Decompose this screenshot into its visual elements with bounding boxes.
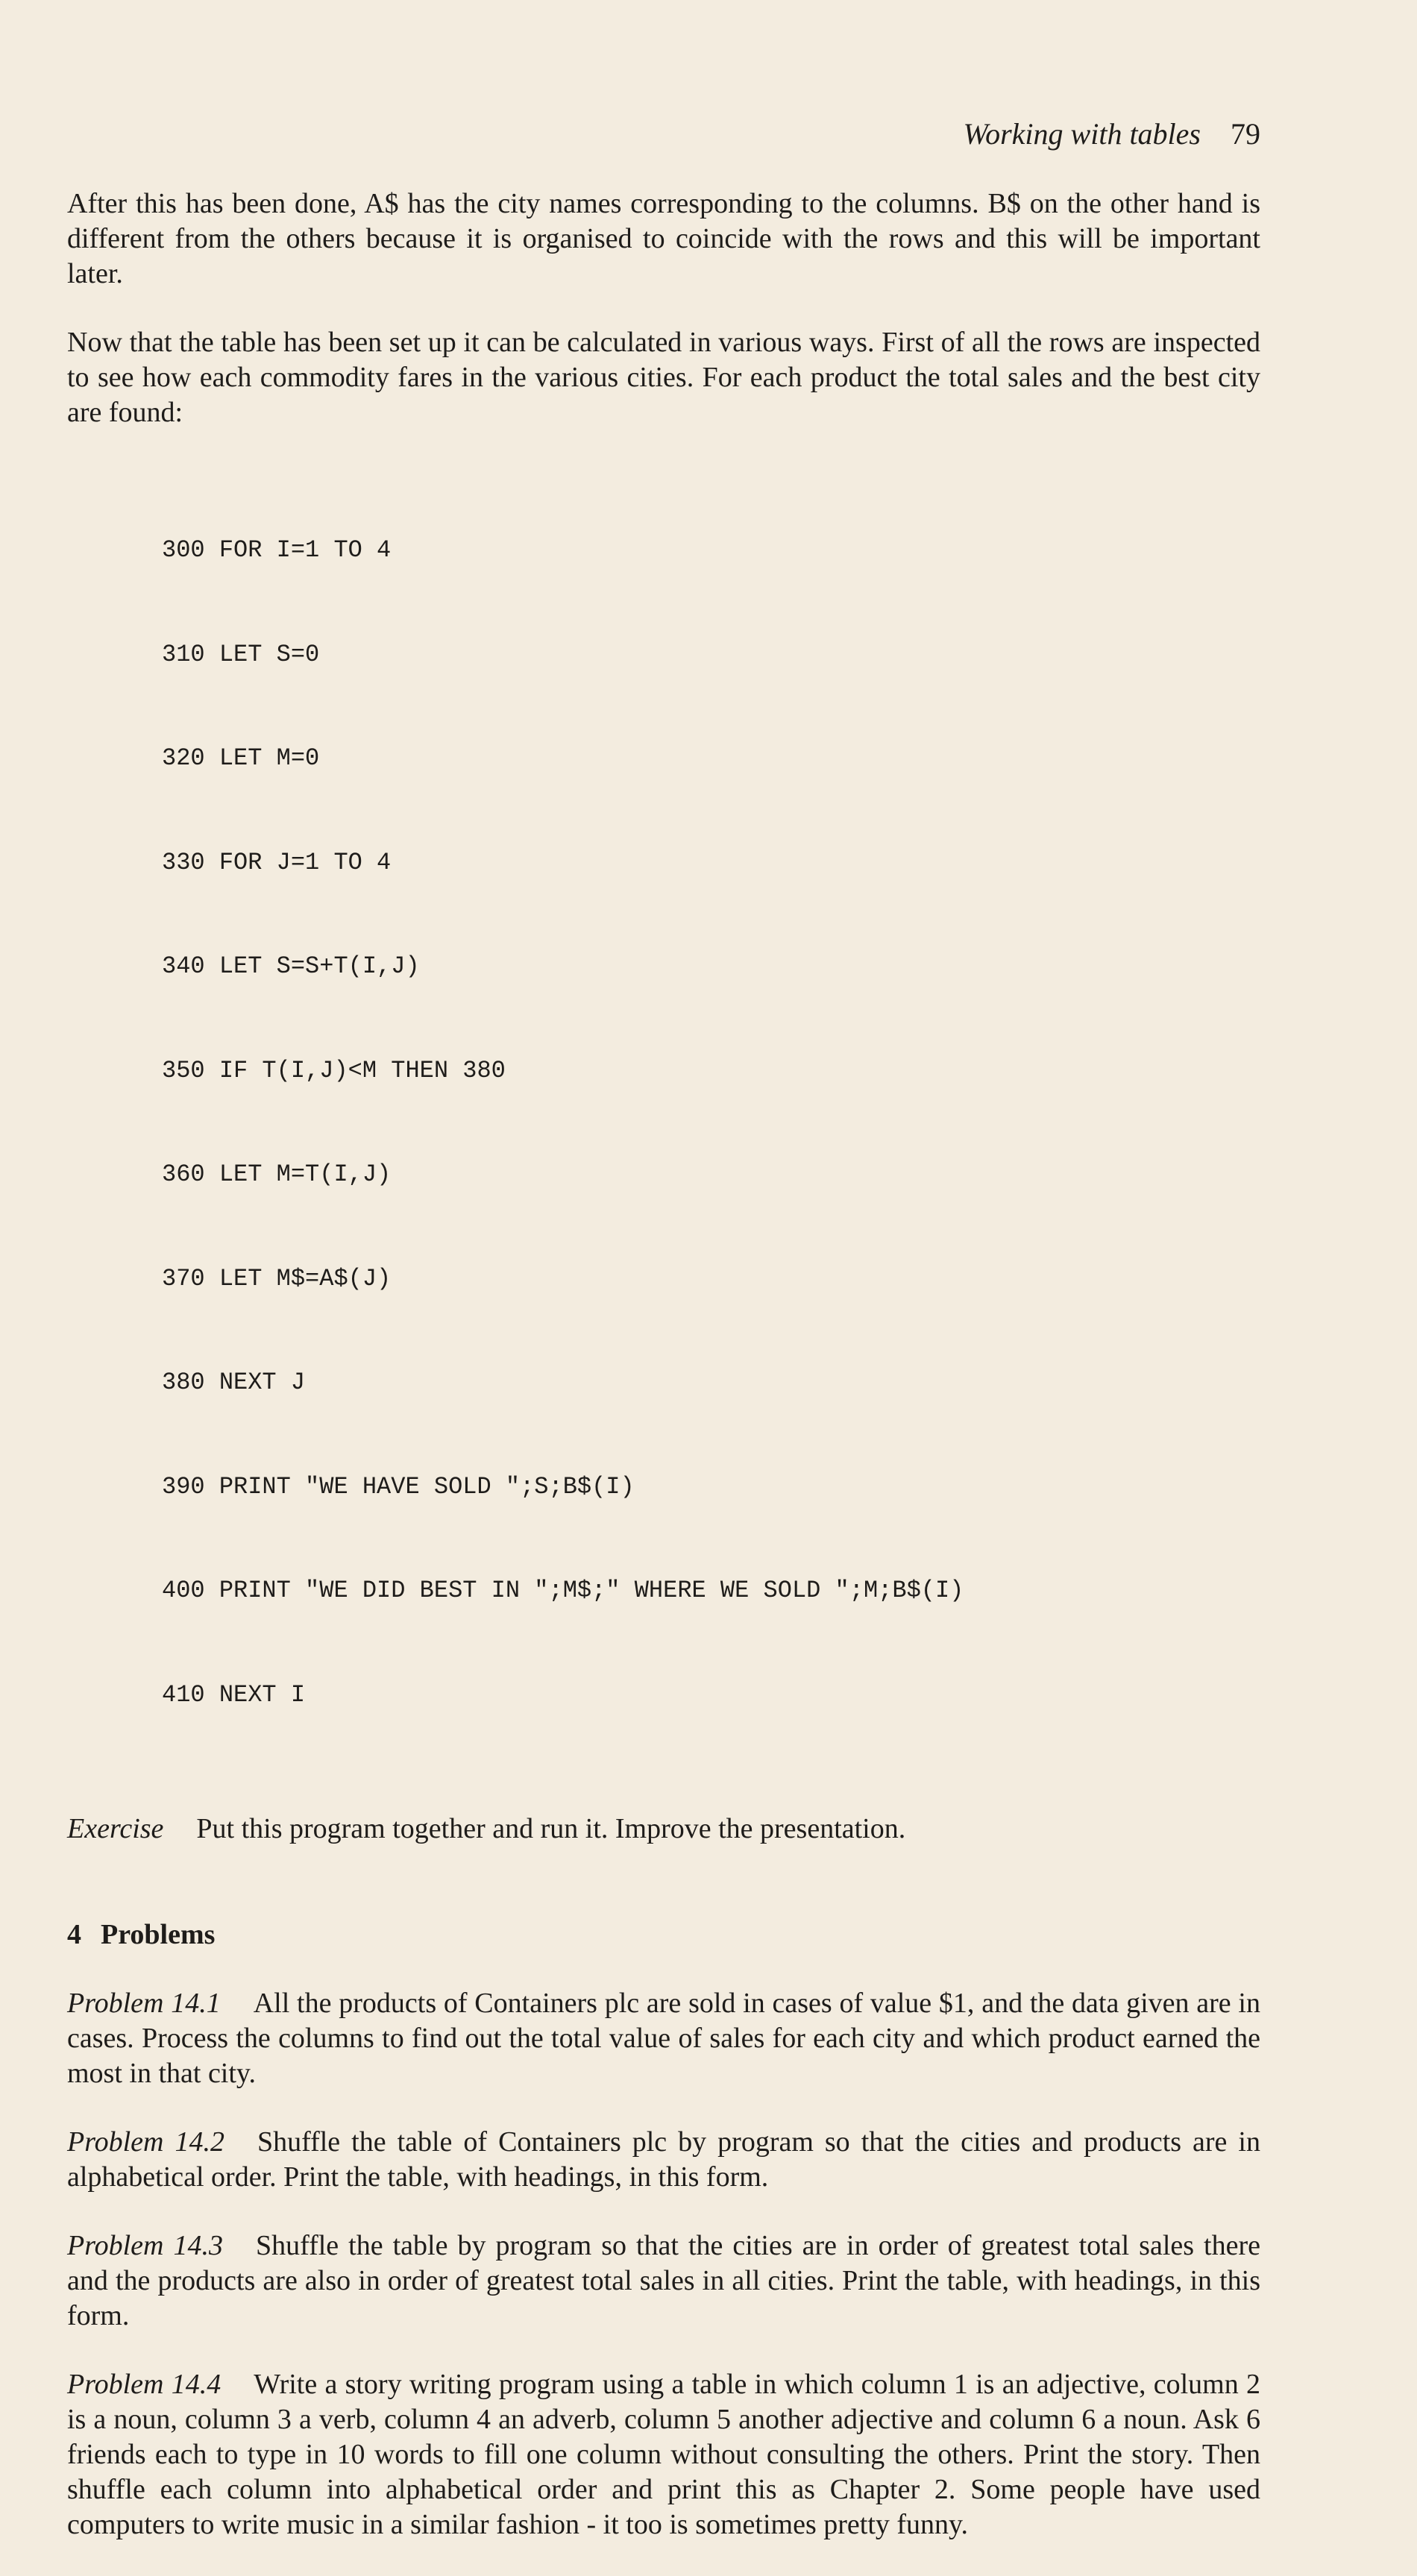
section-title: Problems: [101, 1919, 216, 1950]
page-number: 79: [1231, 117, 1260, 151]
problem-label: Problem 14.2: [67, 2126, 224, 2158]
problem-label: Problem 14.1: [67, 1988, 221, 2019]
section-heading: [67, 1917, 1260, 1953]
code-listing: [67, 464, 1260, 1782]
code-line: 400 PRINT "WE DID BEST IN ";M$;" WHERE WE SOLD ";M;B$(I): [162, 1577, 964, 1604]
code-line: 380 NEXT J: [162, 1369, 306, 1396]
problem-text: Shuffle the table of Containers plc by program so that the cities and products are in alphabetical order. Print the table, with headings, in this form.: [67, 2126, 1260, 2193]
problem-label: Problem 14.4: [67, 2369, 221, 2400]
code-line: 350 IF T(I,J)<M THEN 380: [162, 1056, 506, 1084]
code-line: 360 LET M=T(I,J): [162, 1160, 392, 1188]
code-line: 410 NEXT I: [162, 1680, 306, 1709]
problem-text: Shuffle the table by program so that the cities are in order of greatest total sales there and the products are also in order of greatest total sales in all cities. Print the table, with headings, in this form.: [67, 2230, 1260, 2331]
book-page: [67, 112, 1260, 2576]
running-head-title: Working with tables: [963, 117, 1201, 151]
code-line: 370 LET M$=A$(J): [162, 1264, 392, 1292]
code-line: 320 LET M=0: [162, 744, 320, 772]
problem-text: Write a story writing program using a table in which column 1 is an adjective, column 2 is a noun, column 3 a verb, column 4 an adverb, column 5 another adjective and column 6 a noun. Ask 6 friends each to type in 10 words to fill one column without consulting the others. Print the story. Then shuffle each column into alphabetical order and print this as Chapter 2. Some people have used computers to write music in a similar fashion - it too is sometimes pretty funny.: [67, 2369, 1260, 2540]
code-line: 310 LET S=0: [162, 640, 320, 668]
exercise-label: Exercise: [67, 1813, 164, 1844]
exercise: [67, 1812, 1260, 1847]
problem-text: All the products of Containers plc are sold in cases of value $1, and the data given are in cases. Process the columns to find out the total value of sales for each city and which product earned the most in that city.: [67, 1988, 1260, 2089]
paragraph: After this has been done, A$ has the city names corresponding to the columns. B$ on the other hand is different from the others because it is organised to coincide with the rows and this will be important later.: [67, 188, 1260, 289]
exercise-text: Put this program together and run it. Improve the presentation.: [196, 1813, 906, 1844]
running-head: [67, 112, 1260, 157]
code-line: 330 FOR J=1 TO 4: [162, 848, 392, 876]
paragraph: Now that the table has been set up it can be calculated in various ways. First of all the rows are inspected to see how each commodity fares in the various cities. For each product the total sales and the best city are found:: [67, 327, 1260, 428]
problem-label: Problem 14.3: [67, 2230, 223, 2261]
problem: [67, 2367, 1260, 2542]
problem: [67, 2228, 1260, 2334]
section-number: 4: [67, 1919, 81, 1950]
problem: [67, 2125, 1260, 2195]
code-line: 300 FOR I=1 TO 4: [162, 536, 392, 564]
code-line: 340 LET S=S+T(I,J): [162, 952, 420, 980]
problem: [67, 1986, 1260, 2091]
code-line: 390 PRINT "WE HAVE SOLD ";S;B$(I): [162, 1472, 635, 1501]
